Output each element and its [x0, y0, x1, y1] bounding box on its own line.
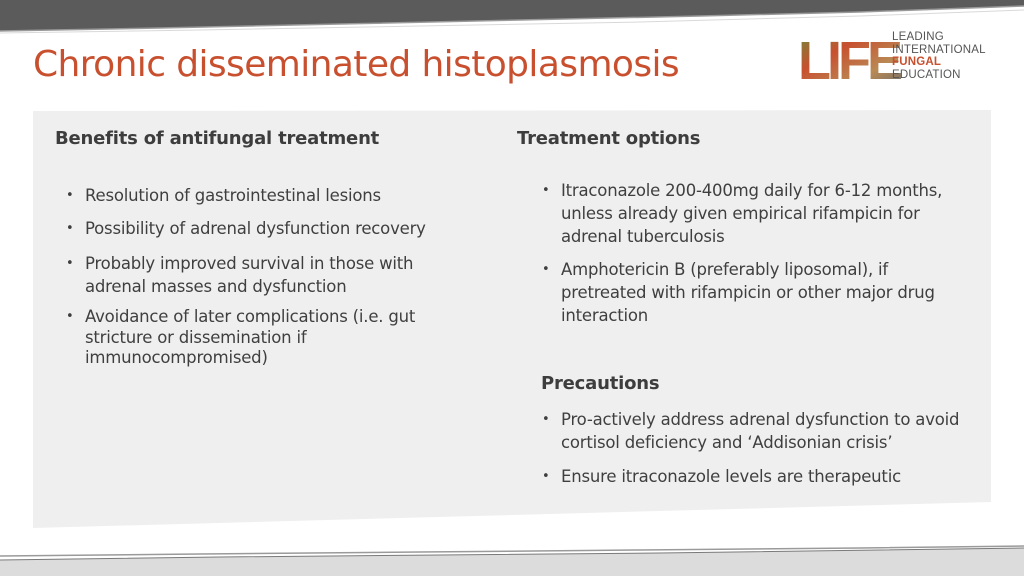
list-item: • Amphotericin B (preferably liposomal), if pretreated with rifampicin or other major drug interaction — [542, 260, 935, 325]
logo-line-fungal: FUNGAL — [892, 56, 942, 68]
bullet-icon: • — [66, 188, 74, 203]
bullet-icon: • — [542, 412, 550, 427]
logo-line-international: INTERNATIONAL — [892, 43, 986, 56]
list-item: • Avoidance of later complications (i.e. gut stricture or dissemination if immunocompromised) — [66, 307, 416, 367]
list-item: • Probably improved survival in those with adrenal masses and dysfunction — [66, 254, 414, 296]
bullet-icon: • — [542, 469, 550, 484]
benefits-heading: Benefits of antifungal treatment — [55, 128, 380, 149]
treatment-heading: Treatment options — [517, 128, 701, 149]
list-item: • Resolution of gastrointestinal lesions — [66, 186, 381, 205]
list-item: • Itraconazole 200-400mg daily for 6-12 months, unless already given empirical rifampicin for adrenal tuberculosis — [542, 181, 943, 246]
bullet-icon: • — [66, 309, 74, 324]
bullet-icon: • — [66, 221, 74, 236]
list-item: • Possibility of adrenal dysfunction recovery — [66, 219, 426, 238]
logo-line-education: EDUCATION — [892, 68, 961, 81]
logo-tagline — [892, 31, 986, 81]
bullet-icon: • — [542, 183, 550, 198]
bottom-torn-edge — [0, 540, 1024, 576]
benefits-list — [65, 185, 455, 369]
life-logo-mark — [798, 31, 899, 91]
bullet-icon: • — [542, 262, 550, 277]
precautions-list — [541, 408, 961, 488]
logo-line-leading: LEADING — [892, 31, 944, 43]
treatment-list — [541, 179, 961, 327]
precautions-heading: Precautions — [541, 373, 660, 394]
slide-title: Chronic disseminated histoplasmosis — [33, 44, 680, 85]
list-item: • Pro-actively address adrenal dysfunction to avoid cortisol deficiency and ‘Addisonian crisis’ — [542, 410, 960, 452]
life-logo — [798, 30, 998, 91]
life-logo-text: LIFE — [798, 31, 899, 91]
bullet-icon: • — [66, 256, 74, 271]
list-item: • Ensure itraconazole levels are therapeutic — [542, 467, 901, 486]
